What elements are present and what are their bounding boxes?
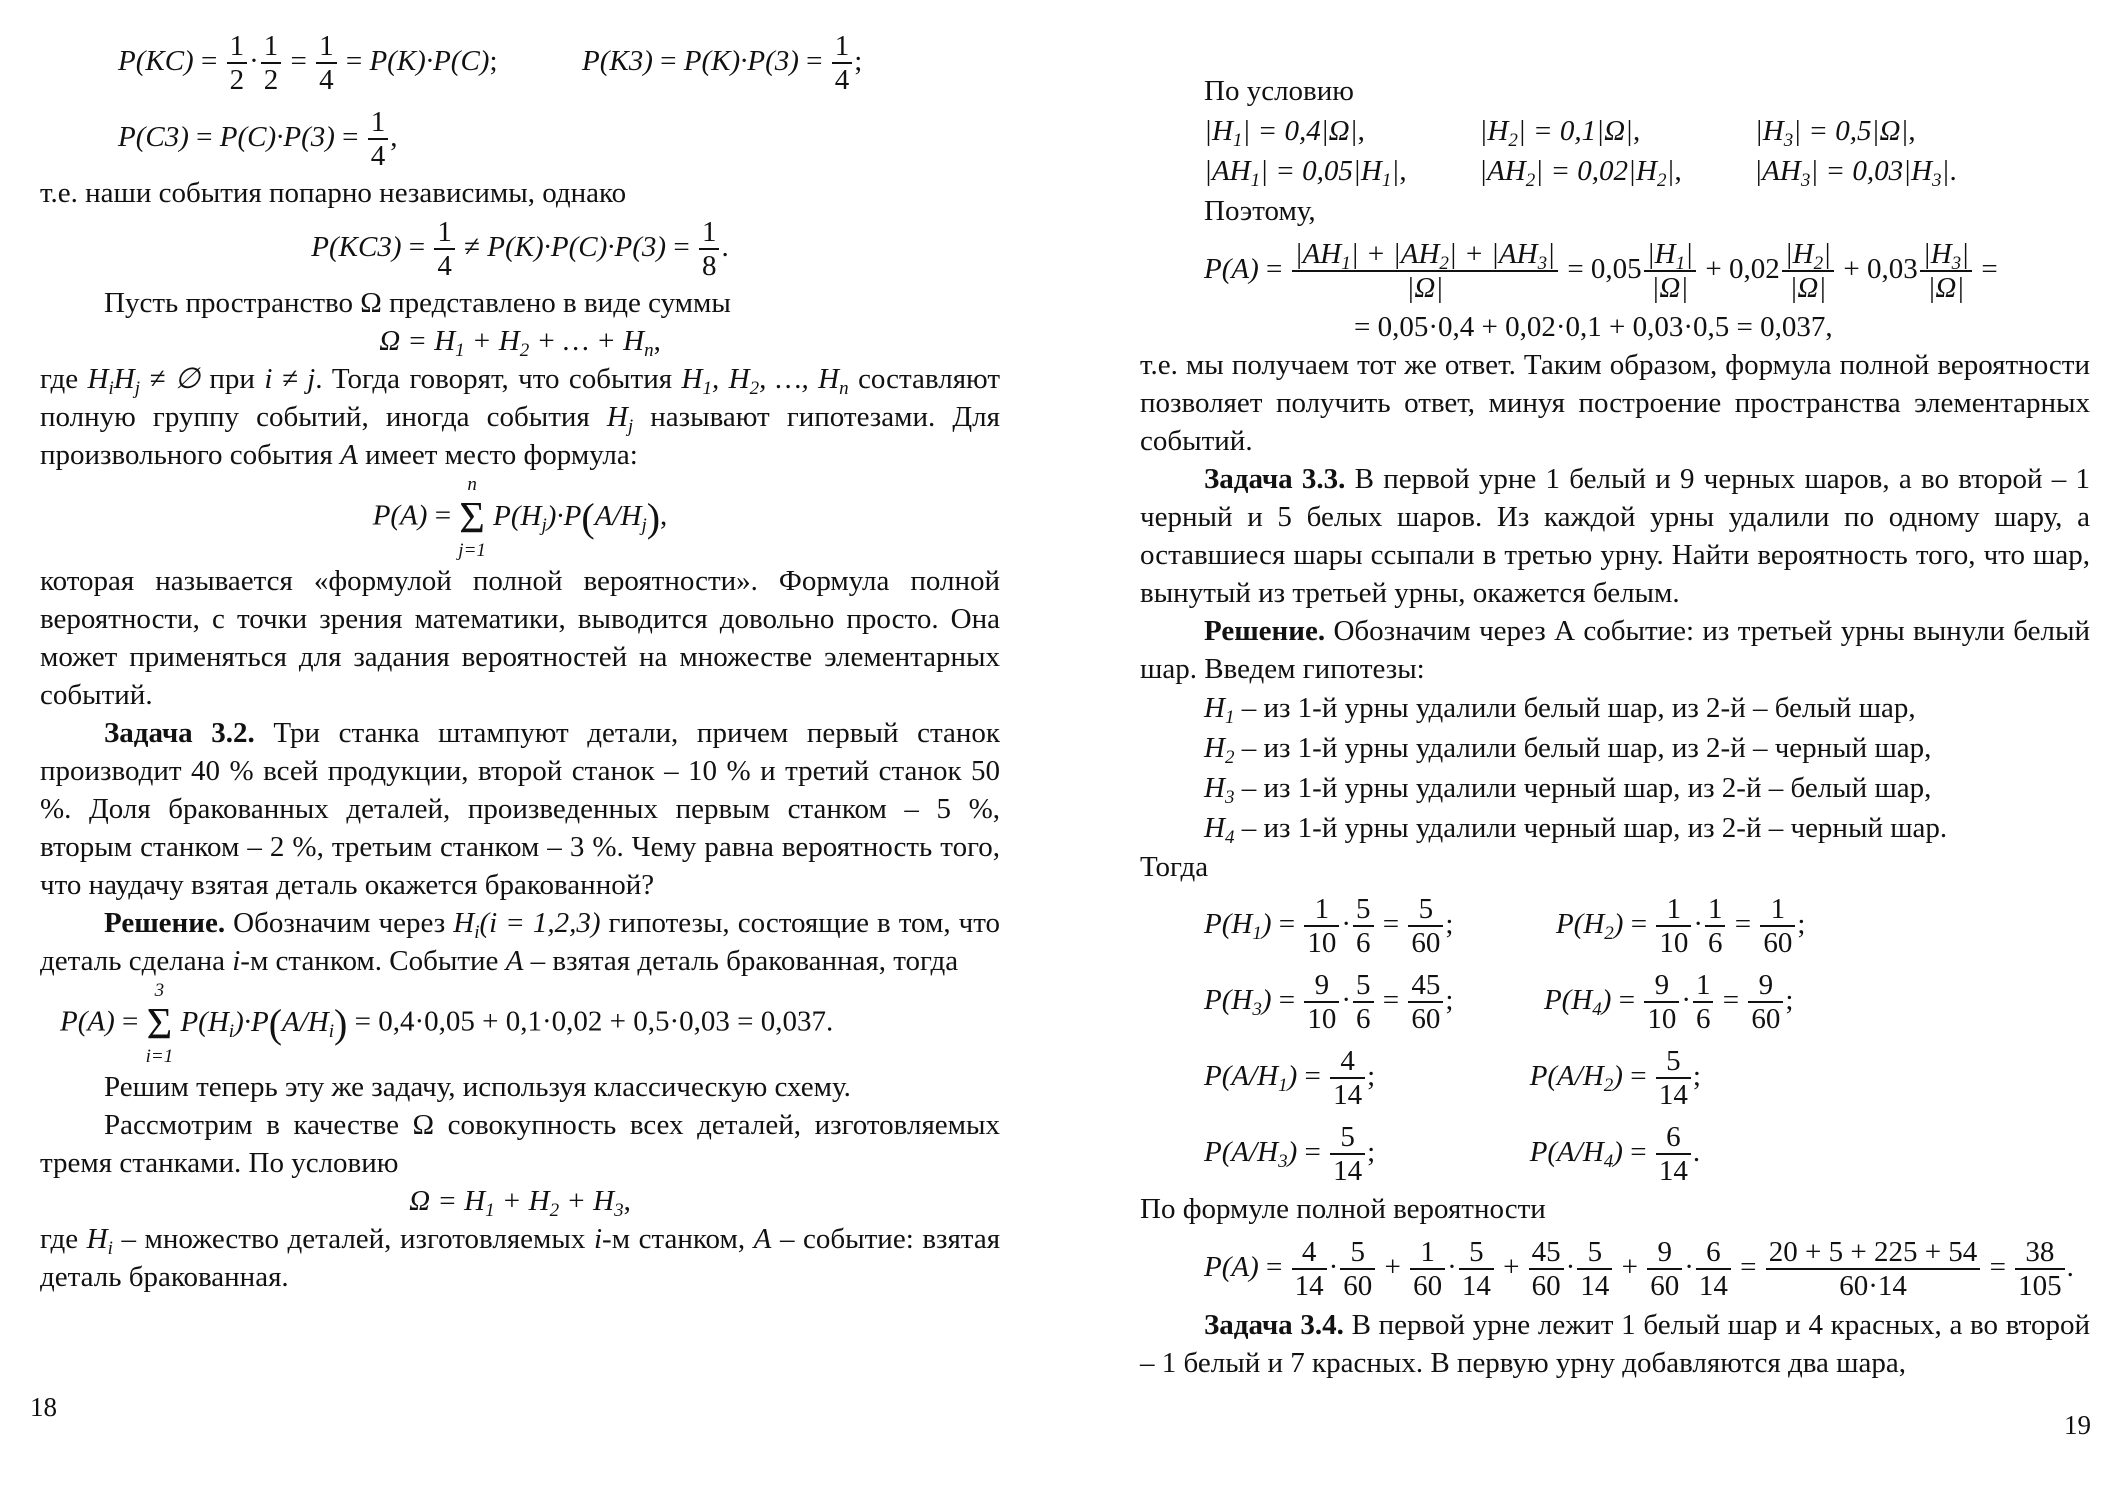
task-3-2-label: Задача 3.2. [104, 717, 255, 749]
formula-task33-result: P(A) = $\frac{4}{14}$ · $\frac{5}{60}$ + $\frac{1}{60}$ · $\frac{5}{14}$ + $\frac{45}{60}$ · $\frac{5}{14}$ + $\frac{9}{60}$ · $\frac{6}{14}$ = $\frac{20 + 5 + 225 + 54}{60\cdot 14}$ = $\frac{38}{105}$ . [1204, 1236, 2074, 1303]
formula-pah1-pah2: $P(A/H_1)$ = $\frac{4}{14}$ ; $P(A/H_2)$ = $\frac{5}{14}$ ; [1204, 1045, 1701, 1112]
solution-3-2: Решение. Обозначим через $H_i(i = 1,2,3)$ гипотезы, состоящие в том, что деталь сделана i-м станком. Событие A – взятая деталь бракованная, тогда [40, 907, 1001, 977]
paragraph-hypotheses: где $H_iH_j$ ≠ ∅ при i ≠ j. Тогда говорят, что события $H_1$, $H_2$, …, $H_n$ составляют полную группу событий, иногда события $H_j$ называют гипотезами. Для произвольного события A имеет место формула: [40, 363, 1001, 471]
solution-3-3-label: Решение. [1204, 615, 1326, 647]
formula-classic-pa: P(A) = $\frac{|AH_1| + |AH_2| + |AH_3|}{|\Omega|}$ = 0,05 $\frac{|H_1|}{|\Omega|}$ + 0,02 $\frac{|H_2|}{|\Omega|}$ + 0,03 $\frac{|H_3|}{|\Omega|}$ = [1204, 238, 1998, 305]
task-3-2: Задача 3.2. Три станка штампуют детали, причем первый станок производит 40 % всей продукции, второй станок – 10 % и третий станок 50 %. Доля бракованных деталей, произведенных первым станком – 5 %, вторым станком – 2 %, третьим станком – 3 %. Чему равна вероятность того, что наудачу взятая деталь окажется бракованной? [40, 717, 1000, 901]
paragraph-classic: Решим теперь эту же задачу, используя классическую схему. [104, 1071, 851, 1103]
then-label: Тогда [1140, 851, 1209, 883]
formula-pc3: P(C3) = P(C)·P(3) = $\frac{1}{4}$ , [118, 106, 398, 173]
formula-pkc: P(KC) = $\frac{1}{2}$ · $\frac{1}{2}$ = $\frac{1}{4}$ = P(K)·P(C); P(K3) = P(K)·P(3) = $\frac{1}{4}$ ; [118, 30, 863, 97]
task-3-4-label: Задача 3.4. [1204, 1309, 1344, 1341]
paragraph-where: где $H_i$ – множество деталей, изготовляемых i-м станком, A – событие: взятая деталь бракованная. [40, 1223, 1001, 1293]
formula-ah-sizes: $|AH_1| = 0,05|H_1|$, $|AH_2| = 0,02|H_2|$, $|AH_3| = 0,03|H_3|$. [1204, 155, 1957, 191]
right-page [1140, 0, 2090, 1382]
paragraph-same-answer: т.е. мы получаем тот же ответ. Таким образом, формула полной вероятности позволяет получить ответ, минуя построение пространства элементарных событий. [1140, 349, 2090, 457]
therefore-label: Поэтому, [1204, 195, 1316, 227]
task-3-4: Задача 3.4. В первой урне лежит 1 белый шар и 4 красных, а во второй – 1 белый и 7 красных. В первую урну добавляются два шара, [1140, 1309, 2091, 1379]
left-page [40, 0, 1000, 1296]
task-3-3: Задача 3.3. В первой урне 1 белый и 9 черных шаров, а во второй – 1 черный и 5 белых шаров. Из каждой урны удалили по одному шару, а оставшиеся шары ссыпали в третью урну. Найти вероятность того, что шар, вынутый из третьей урны, окажется белым. [1140, 463, 2090, 609]
hypothesis-4: $H_4$ – из 1-й урны удалили черный шар, из 2-й – черный шар. [1204, 812, 1948, 848]
paragraph-omega-sum: Пусть пространство Ω представлено в виде суммы [104, 287, 731, 319]
paragraph-full-prob: которая называется «формулой полной вероятности». Формула полной вероятности, с точки зрения математики, выводится довольно просто. Она может применяться для задания вероятностей на множестве элементарных событий. [40, 565, 1000, 711]
hypothesis-3: $H_3$ – из 1-й урны удалили черный шар, из 2-й – белый шар, [1204, 772, 1932, 808]
hypothesis-1: $H_1$ – из 1-й урны удалили белый шар, из 2-й – белый шар, [1204, 692, 1916, 728]
page-number-right: 19 [2064, 1410, 2091, 1440]
formula-classic-result: = 0,05·0,4 + 0,02·0,1 + 0,03·0,5 = 0,037, [1354, 311, 1833, 343]
by-formula-label: По формуле полной вероятности [1140, 1193, 1546, 1225]
by-condition-label: По условию [1204, 75, 1354, 107]
paragraph-consider: Рассмотрим в качестве Ω совокупность всех деталей, изготовляемых тремя станками. По условию [40, 1109, 1000, 1179]
page-number-left: 18 [30, 1392, 57, 1422]
formula-total-probability: P(A) = n Σ j=1 $P(H_j)\cdot P(A/H_j)$, [372, 474, 668, 561]
formula-pkc3: P(KC3) = $\frac{1}{4}$ ≠ P(K)·P(C)·P(3) = $\frac{1}{8}$ . [311, 216, 729, 283]
solution-3-3: Решение. Обозначим через А событие: из третьей урны вынули белый шар. Введем гипотезы: [1140, 615, 2090, 685]
formula-omega-h3: $\Omega = H_1 + H_2 + H_3$, [409, 1185, 631, 1221]
formula-ph1-ph2: $P(H_1)$ = $\frac{1}{10}$ · $\frac{5}{6}$ = $\frac{5}{60}$ ; $P(H_2)$ = $\frac{1}{10}$ · $\frac{1}{6}$ = $\frac{1}{60}$ ; [1204, 893, 1806, 960]
formula-omega-hn: $\Omega = H_1 + H_2$ + … + $H_n$, [379, 325, 661, 361]
formula-h-sizes: $|H_1| = 0,4|\Omega|$, $|H_2| = 0,1|\Omega|$, $|H_3| = 0,5|\Omega|$, [1204, 115, 1916, 151]
formula-task32-result: P(A) = 3 Σ i=1 $P(H_i)\cdot P(A/H_i) = 0,4\cdot 0,05 + 0,1\cdot 0,02 + 0,5\cdot 0,03 = 0,037$. [60, 980, 834, 1067]
formula-pah3-pah4: $P(A/H_3)$ = $\frac{5}{14}$ ; $P(A/H_4)$ = $\frac{6}{14}$ . [1204, 1121, 1701, 1188]
paragraph-independent: т.е. наши события попарно независимы, однако [40, 177, 627, 209]
probabilities-grid [1140, 886, 2090, 1190]
solution-3-2-label: Решение. [104, 907, 226, 939]
formula-ph3-ph4: $P(H_3)$ = $\frac{9}{10}$ · $\frac{5}{6}$ = $\frac{45}{60}$ ; $P(H_4)$ = $\frac{9}{10}$ · $\frac{1}{6}$ = $\frac{9}{60}$ ; [1204, 969, 1794, 1036]
condition-block [1140, 72, 2090, 346]
task-3-3-label: Задача 3.3. [1204, 463, 1346, 495]
hypotheses-list [1140, 688, 2090, 848]
hypothesis-2: $H_2$ – из 1-й урны удалили белый шар, из 2-й – черный шар, [1204, 732, 1932, 768]
